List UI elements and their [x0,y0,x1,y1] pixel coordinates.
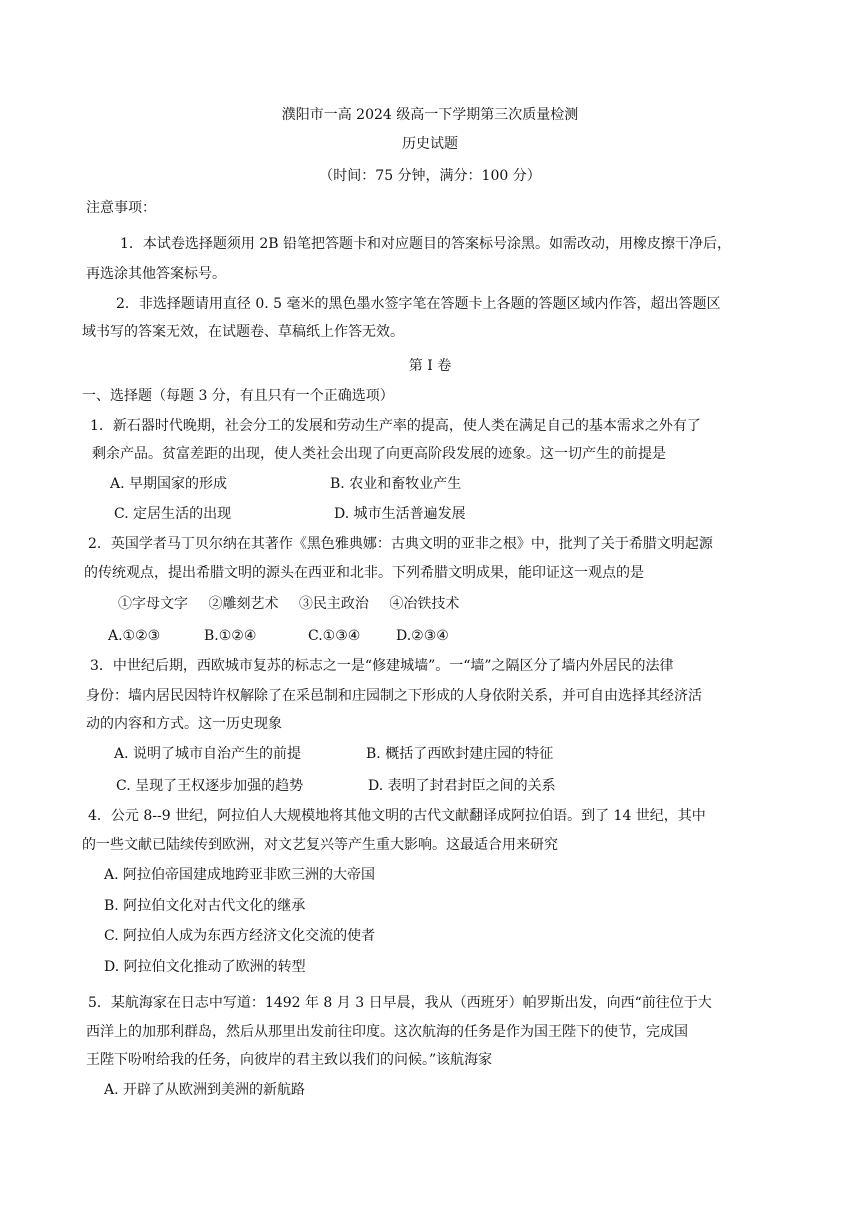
question-1-line-2: 剩余产品。贫富差距的出现，使人类社会出现了向更高阶段发展的迹象。这一切产生的前提是 [92,446,666,462]
question-5-line-3: 王陛下吩咐给我的任务，向彼岸的君主致以我们的问候。”该航海家 [86,1052,493,1068]
exam-time-info: （时间：75 分钟，满分：100 分） [319,168,541,184]
volume-heading: 第 I 卷 [408,358,452,374]
question-2-statements: ①字母文字 ②雕刻艺术 ③民主政治 ④冶铁技术 [118,596,460,612]
question-2-line-2: 的传统观点，提出希腊文明的源头在西亚和北非。下列希腊文明成果，能印证这一观点的是 [84,565,644,581]
question-3-option-d: D. 表明了封君封臣之间的关系 [368,778,556,794]
question-2-option-c: C.①③④ [308,628,361,644]
question-1-option-a: A. 早期国家的形成 [110,476,228,492]
question-3-option-a: A. 说明了城市自治产生的前提 [114,746,302,762]
exam-subject: 历史试题 [402,136,458,152]
notice-heading: 注意事项： [86,200,156,216]
question-5-line-1: 5．某航海家在日志中写道：1492 年 8 月 3 日早晨，我从（西班牙）帕罗斯出发，向西“前往位于大 [88,995,712,1011]
question-1-option-d: D. 城市生活普遍发展 [334,506,466,522]
question-2-option-d: D.②③④ [396,628,449,644]
question-5-option-a: A. 开辟了从欧洲到美洲的新航路 [104,1082,306,1098]
question-1-option-b: B. 农业和畜牧业产生 [330,476,462,492]
question-4-line-2: 的一些文献已陆续传到欧洲，对文艺复兴等产生重大影响。这最适合用来研究 [82,837,558,853]
notice-item-2-line-2: 域书写的答案无效，在试题卷、草稿纸上作答无效。 [82,324,404,340]
question-4-option-a: A. 阿拉伯帝国建成地跨亚非欧三洲的大帝国 [104,867,376,883]
question-3-line-2: 身份：墙内居民因特许权解除了在采邑制和庄园制之下形成的人身依附关系，并可自由选择其经济活 [86,688,702,704]
question-1-line-1: 1．新石器时代晚期，社会分工的发展和劳动生产率的提高，使人类在满足自己的基本需求之外有了 [90,418,701,434]
question-3-option-c: C. 呈现了王权逐步加强的趋势 [116,778,304,794]
notice-item-2-line-1: 2．非选择题请用直径 0. 5 毫米的黑色墨水签字笔在答题卡上各题的答题区域内作答，超出答题区 [116,296,721,312]
question-4-option-c: C. 阿拉伯人成为东西方经济文化交流的使者 [104,928,376,944]
question-3-line-3: 动的内容和方式。这一历史现象 [86,716,282,732]
question-4-option-d: D. 阿拉伯文化推动了欧洲的转型 [104,959,306,975]
question-3-option-b: B. 概括了西欧封建庄园的特征 [366,746,554,762]
notice-item-1-line-1: 1．本试卷选择题须用 2B 铅笔把答题卡和对应题目的答案标号涂黑。如需改动，用橡皮擦干净后， [120,236,732,252]
question-4-option-b: B. 阿拉伯文化对古代文化的继承 [104,898,306,914]
question-2-option-b: B.①②④ [204,628,257,644]
question-1-option-c: C. 定居生活的出现 [114,506,232,522]
exam-title: 濮阳市一高 2024 级高一下学期第三次质量检测 [281,107,579,123]
question-2-line-1: 2．英国学者马丁贝尔纳在其著作《黑色雅典娜：古典文明的亚非之根》中，批判了关于希腊文明起源 [88,536,713,552]
question-4-line-1: 4．公元 8--9 世纪，阿拉伯人大规模地将其他文明的古代文献翻译成阿拉伯语。到了 14 世纪，其中 [88,808,706,824]
part-heading: 一、选择题（每题 3 分，有且只有一个正确选项） [82,388,394,404]
question-2-option-a: A.①②③ [108,628,161,644]
question-3-line-1: 3．中世纪后期，西欧城市复苏的标志之一是“修建城墙”。一“墙”之隔区分了墙内外居民的法律 [90,658,674,674]
question-5-line-2: 西洋上的加那利群岛，然后从那里出发前往印度。这次航海的任务是作为国王陛下的使节，完成国 [86,1024,688,1040]
notice-item-1-line-2: 再选涂其他答案标号。 [86,266,226,282]
